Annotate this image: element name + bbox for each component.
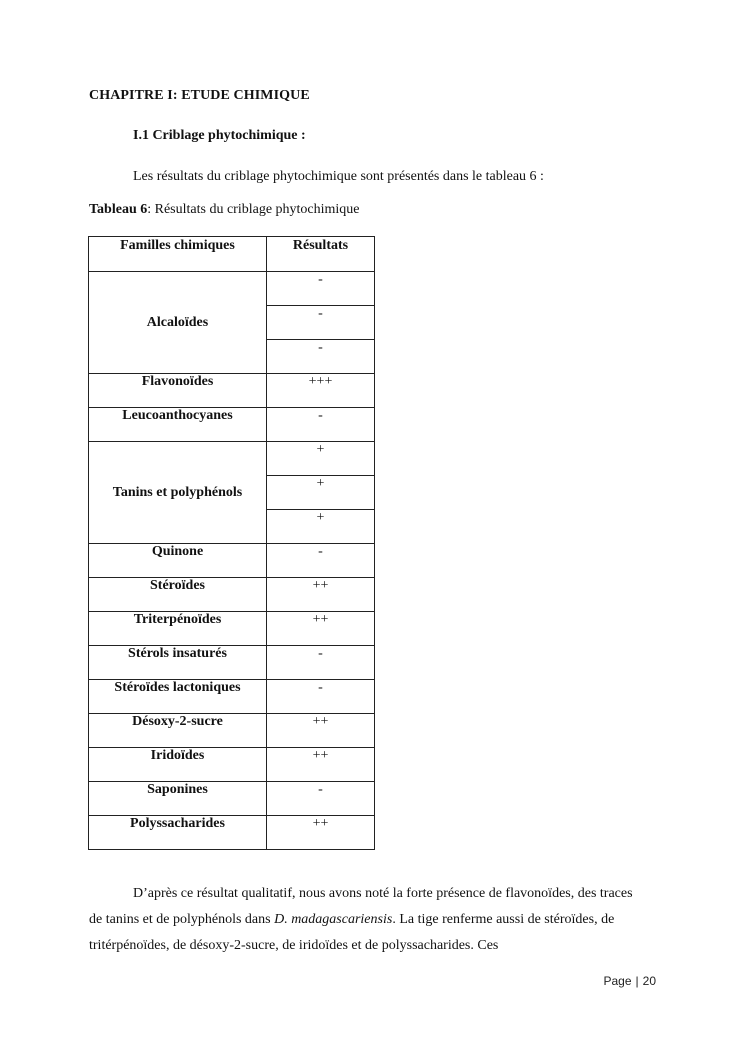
table-caption [89, 202, 360, 218]
family-cell: Stérols insaturés [89, 646, 267, 680]
result-cell: - [267, 544, 375, 578]
table-row [89, 816, 375, 850]
family-cell: Stéroïdes lactoniques [89, 680, 267, 714]
result-cell: + [267, 510, 375, 544]
result-cell: - [267, 408, 375, 442]
result-cell: ++ [267, 714, 375, 748]
footer-page-number: 20 [642, 974, 656, 988]
body-paragraph [89, 881, 649, 959]
table-row [89, 442, 375, 476]
table-row [89, 782, 375, 816]
result-cell: ++ [267, 748, 375, 782]
family-cell: Stéroïdes [89, 578, 267, 612]
family-cell: Iridoïdes [89, 748, 267, 782]
header-families: Familles chimiques [89, 237, 267, 272]
table-header-row [89, 237, 375, 272]
family-cell: Saponines [89, 782, 267, 816]
table-row [89, 714, 375, 748]
result-cell: - [267, 340, 375, 374]
table-row [89, 578, 375, 612]
table-row [89, 408, 375, 442]
table-body [89, 272, 375, 850]
result-cell: - [267, 306, 375, 340]
intro-text: Les résultats du criblage phytochimique sont présentés dans le tableau 6 : [133, 169, 544, 184]
footer-separator: | [635, 974, 639, 988]
result-cell: ++ [267, 816, 375, 850]
result-cell: - [267, 782, 375, 816]
family-cell: Quinone [89, 544, 267, 578]
paragraph-part1: D’après ce résultat qualitatif, nous avons noté la forte présence de flavonoïdes, des traces de tanins et de polyphénols dans [89, 886, 633, 927]
table-row [89, 544, 375, 578]
result-cell: ++ [267, 578, 375, 612]
header-results: Résultats [267, 237, 375, 272]
chapter-title: CHAPITRE I: ETUDE CHIMIQUE [89, 88, 310, 103]
family-cell: Alcaloïdes [89, 272, 267, 374]
table-row [89, 272, 375, 306]
family-cell: Leucoanthocyanes [89, 408, 267, 442]
table-row [89, 680, 375, 714]
result-cell: + [267, 476, 375, 510]
footer-page-label: Page [603, 974, 632, 988]
table-row [89, 612, 375, 646]
result-cell: + [267, 442, 375, 476]
paragraph-part2: . La tige renferme aussi de stéroïdes, de tritérpénoïdes, de désoxy-2-sucre, de iridoïdes et de polyssacharides. Ces [89, 912, 615, 953]
result-cell: - [267, 272, 375, 306]
table-row [89, 646, 375, 680]
family-cell: Polyssacharides [89, 816, 267, 850]
result-cell: ++ [267, 612, 375, 646]
result-cell: +++ [267, 374, 375, 408]
table-caption-text: : Résultats du criblage phytochimique [147, 202, 360, 217]
family-cell: Flavonoïdes [89, 374, 267, 408]
result-cell: - [267, 680, 375, 714]
table-caption-label: Tableau 6 [89, 202, 148, 217]
family-cell: Triterpénoïdes [89, 612, 267, 646]
page-footer [603, 974, 656, 988]
table-row [89, 748, 375, 782]
paragraph-species: D. madagascariensis [274, 912, 393, 927]
results-table [88, 236, 375, 850]
family-cell: Désoxy-2-sucre [89, 714, 267, 748]
table-row [89, 374, 375, 408]
section-title: I.1 Criblage phytochimique : [133, 128, 306, 143]
result-cell: - [267, 646, 375, 680]
family-cell: Tanins et polyphénols [89, 442, 267, 544]
